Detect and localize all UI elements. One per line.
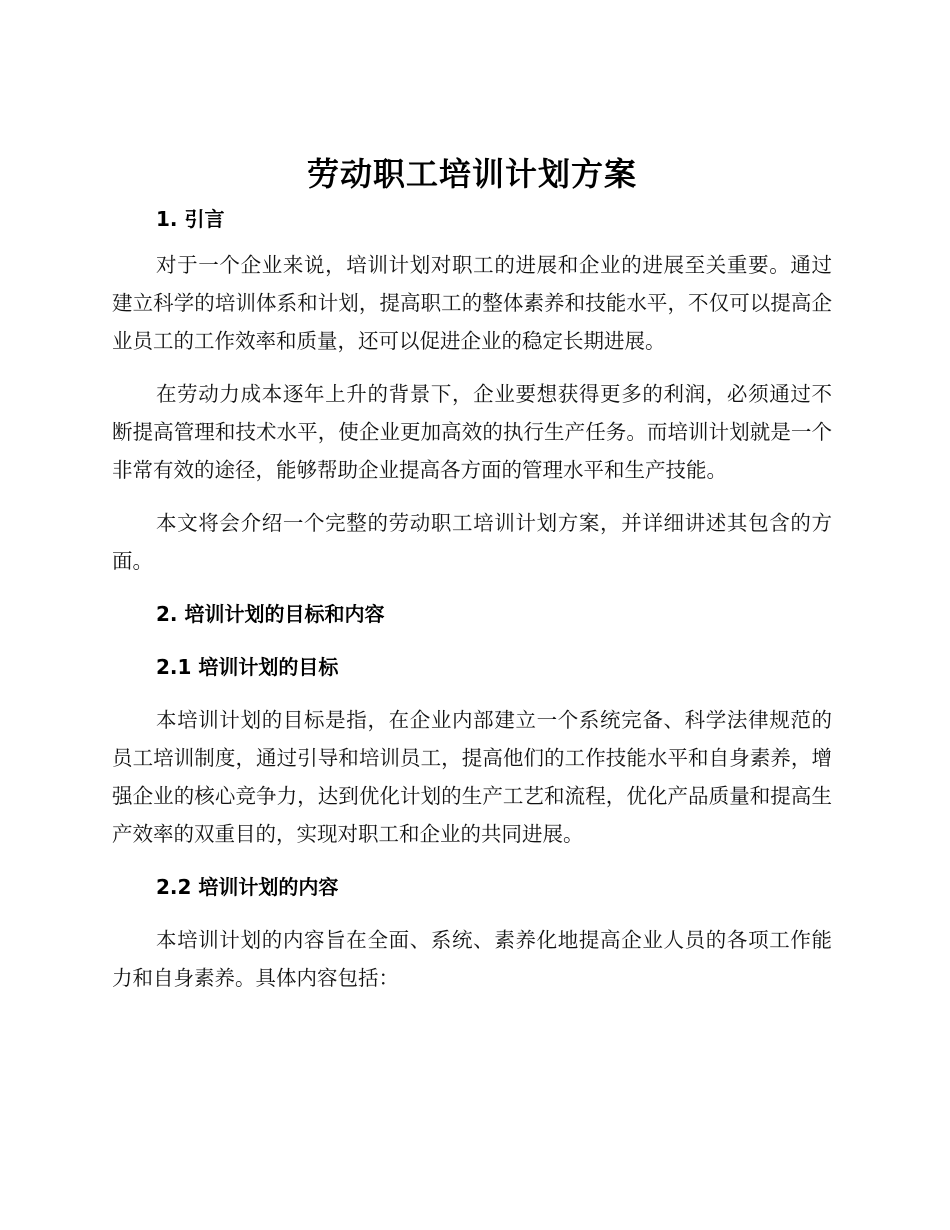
document-page — [112, 148, 832, 997]
section-heading-content: 2.2 培训计划的内容 — [156, 875, 339, 899]
paragraph: 本文将会介绍一个完整的劳动职工培训计划方案，并详细讲述其包含的方面。 — [112, 511, 832, 573]
document-title: 劳动职工培训计划方案 — [306, 155, 637, 193]
section-goals — [112, 648, 832, 853]
section-heading-intro: 1. 引言 — [156, 207, 225, 231]
section-heading-goals-content: 2. 培训计划的目标和内容 — [156, 602, 385, 626]
section-heading-goals: 2.1 培训计划的目标 — [156, 655, 339, 679]
section-content — [112, 868, 832, 997]
paragraph: 本培训计划的目标是指，在企业内部建立一个系统完备、科学法律规范的员工培训制度，通过引导和培训员工，提高他们的工作技能水平和自身素养，增强企业的核心竞争力，达到优化计划的生产工艺和流程，优化产品质量和提高生产效率的双重目的，实现对职工和企业的共同进展。 — [112, 708, 832, 846]
paragraph: 本培训计划的内容旨在全面、系统、素养化地提高企业人员的各项工作能力和自身素养。具体内容包括： — [112, 928, 832, 990]
section-intro — [112, 200, 832, 580]
paragraph: 对于一个企业来说，培训计划对职工的进展和企业的进展至关重要。通过建立科学的培训体系和计划，提高职工的整体素养和技能水平，不仅可以提高企业员工的工作效率和质量，还可以促进企业的稳定长期进展。 — [112, 253, 832, 353]
paragraph: 在劳动力成本逐年上升的背景下，企业要想获得更多的利润，必须通过不断提高管理和技术水平，使企业更加高效的执行生产任务。而培训计划就是一个非常有效的途径，能够帮助企业提高各方面的管理水平和生产技能。 — [112, 382, 832, 482]
